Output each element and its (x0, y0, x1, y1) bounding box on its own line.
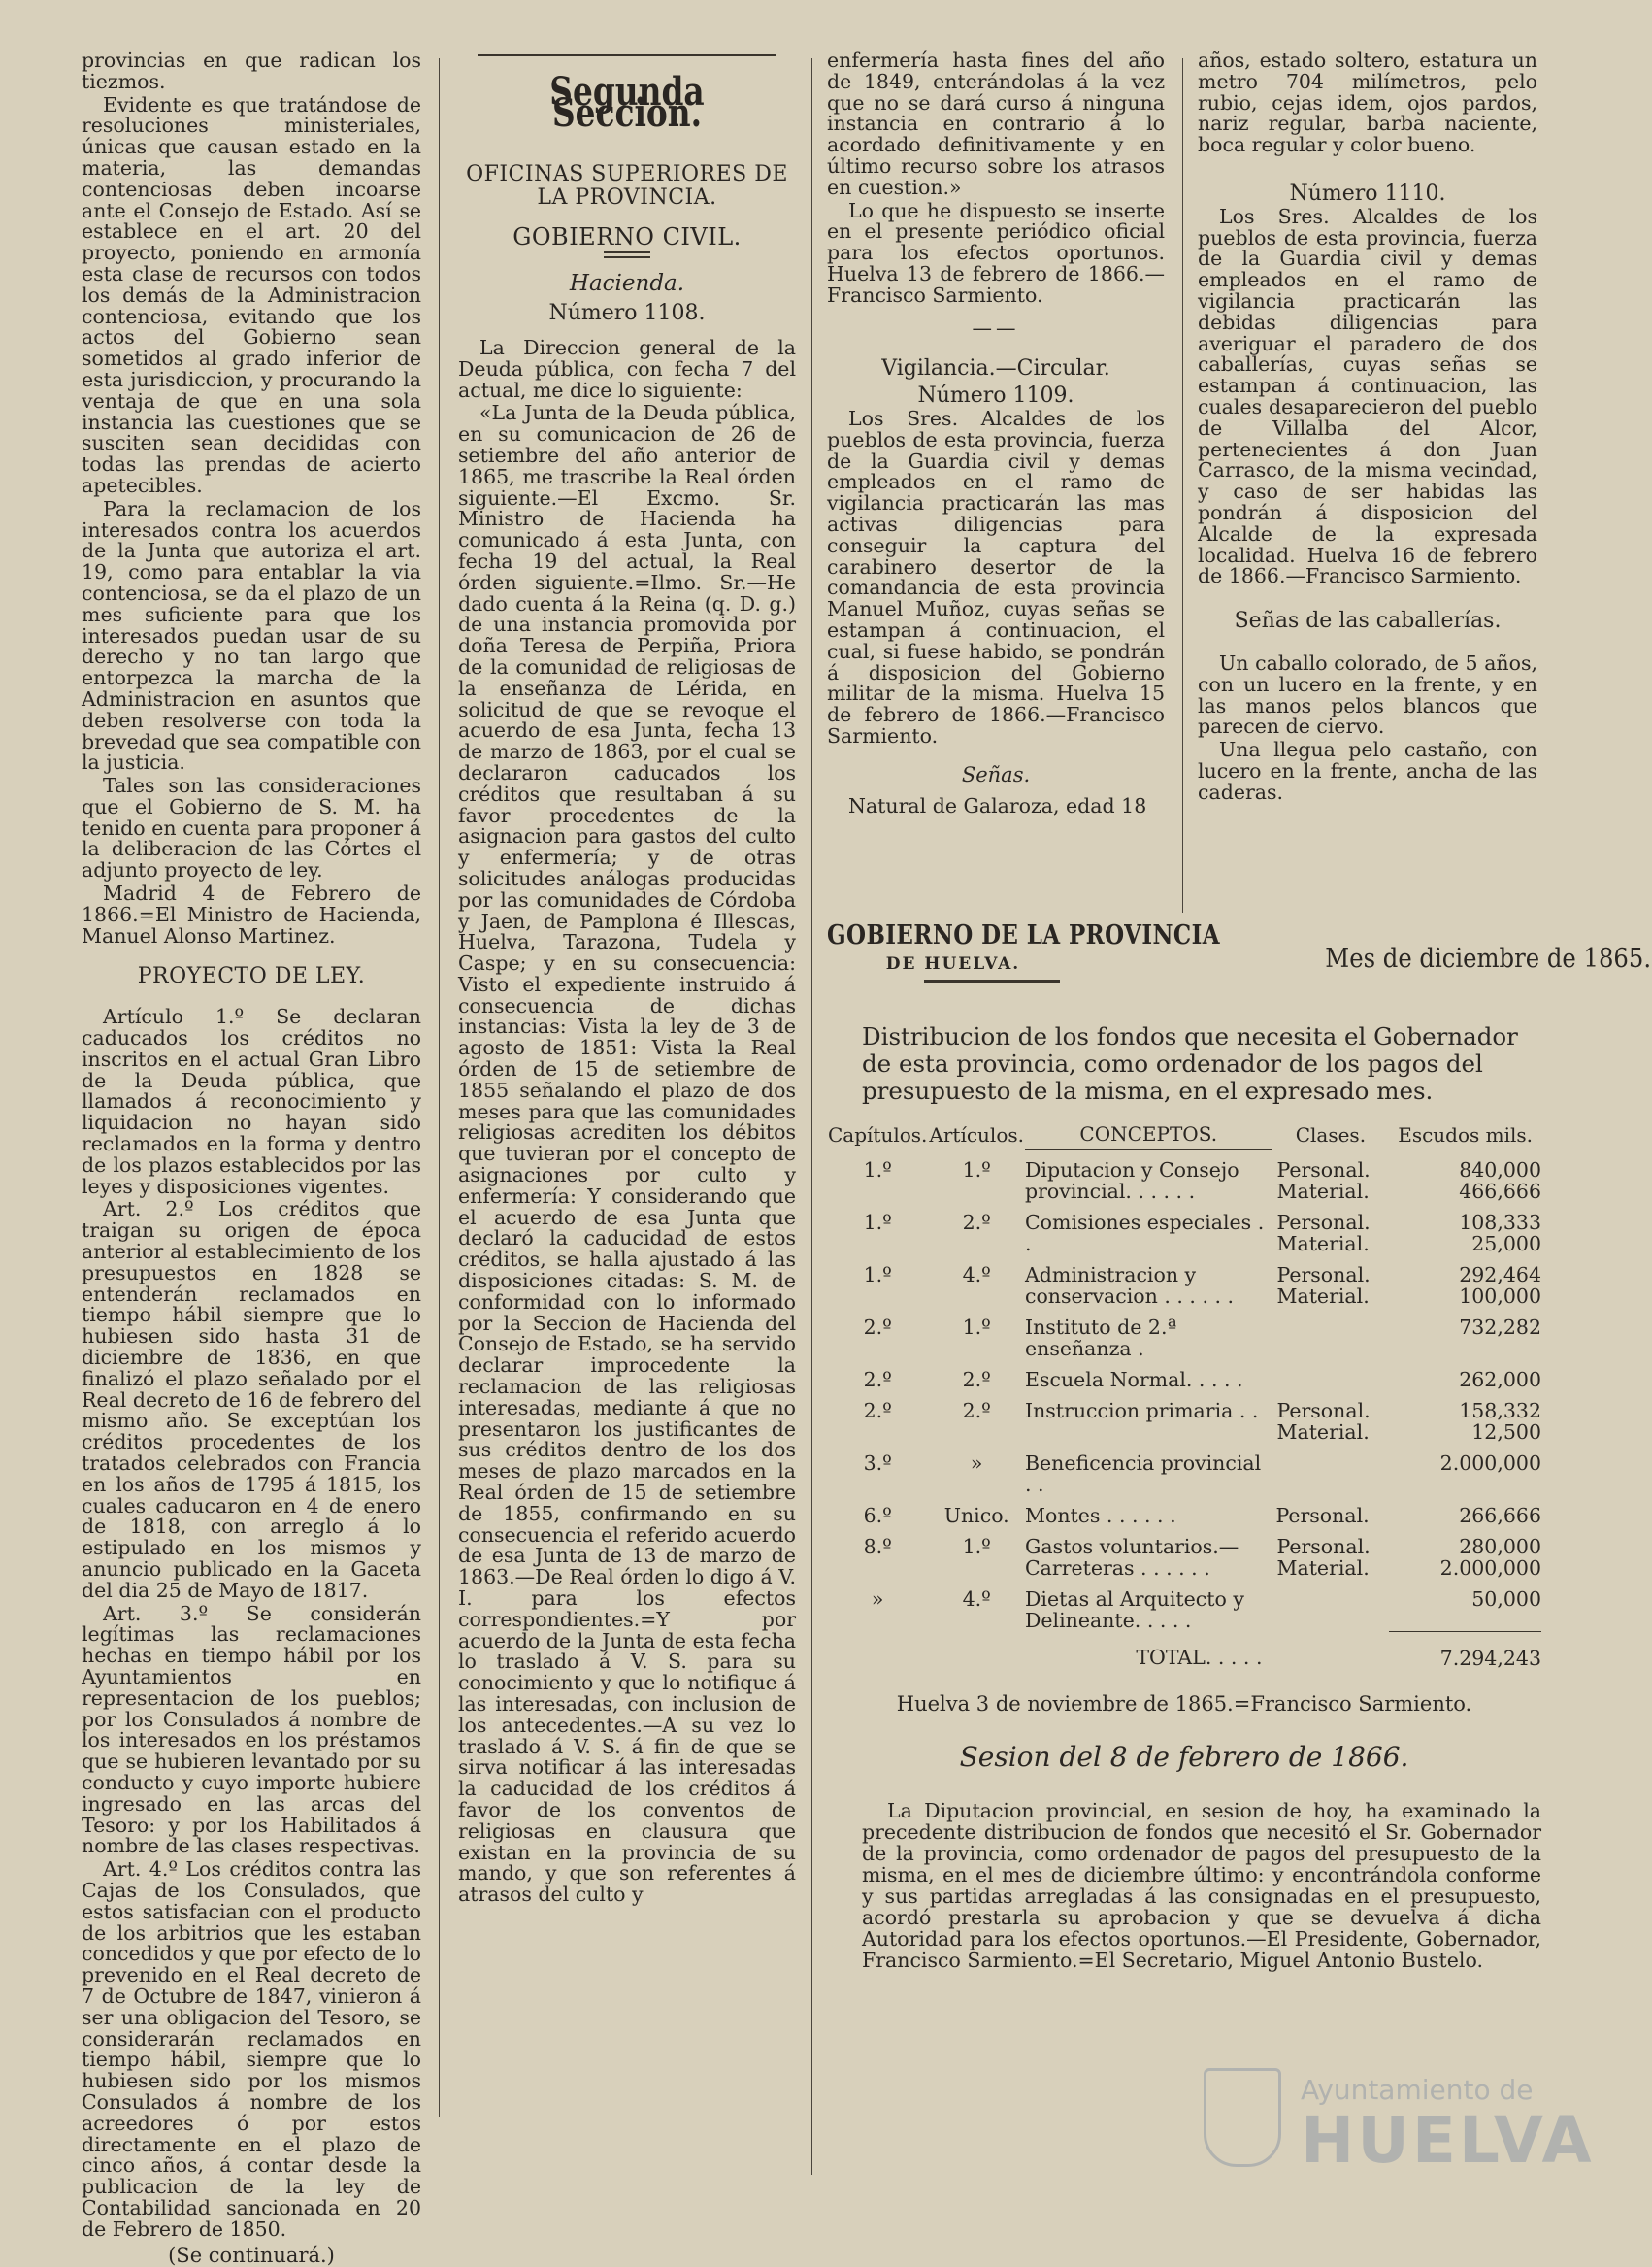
row-concepto: Montes . . . . . . (1024, 1504, 1176, 1527)
column-rule (439, 58, 440, 2117)
row-concepto: Dietas al Arquitecto y Delineante. . . . . (1024, 1587, 1244, 1632)
row-escudos (1389, 1390, 1541, 1443)
escudos-value: 12,500 (1471, 1420, 1541, 1444)
gobierno-civil-heading: GOBIERNO CIVIL. (512, 222, 742, 250)
gobierno-provincia-title: GOBIERNO DE LA PROVINCIA (827, 920, 1221, 950)
col3-para: Lo que he dispuesto se inserte en el presente periódico oficial para los efectos oportunos. Huelva 13 de febrero de 1866.—Francisco Sarmiento. (827, 198, 1165, 307)
row-capitulo: 1.º (863, 1211, 892, 1234)
column-3 (827, 50, 1165, 818)
clase-value: Personal. (1272, 1212, 1389, 1233)
table-footer-signature: Huelva 3 de noviembre de 1865.=Francisco Sarmiento. (896, 1691, 1472, 1716)
row-clases (1272, 1579, 1389, 1631)
article: Artículo 1.º Se declaran caducados los créditos no inscritos en el actual Gran Libro de la Deuda pública, que llamados á reconocimiento y liquidacion no hayan sido reclamados en la forma y dentro de los plazos establecidos por las leyes y disposiciones vigentes. (82, 1005, 421, 1198)
numero-1109: Número 1109. (917, 383, 1074, 409)
col2-para: La Direccion general de la Deuda pública, con fecha 7 del actual, me dice lo siguiente: (458, 335, 796, 402)
clase-value: Personal. (1272, 1264, 1389, 1285)
row-escudos (1389, 1254, 1541, 1307)
article: Art. 4.º Los créditos contra las Cajas de los Consulados, que estos satisfacian con el producto de los arbitrios que les estaban concedidos y que por efecto de lo prevenido en el Real decreto de 7 de Octubre de 1847, vinieron á ser una obligacion del Tesoro, se considerarán reclamados en tiempo hábil, siempre que lo hubiesen sido por los mismos Consulados á nombre de los acreedores ó por estos directamente en el plazo de cinco años, á contar desde la publicacion de la ley de Contabilidad sancionada en 20 de Febrero de 1850. (82, 1857, 421, 2241)
table-row (827, 1359, 1541, 1390)
row-escudos (1389, 1443, 1541, 1495)
separator-dash: —— (972, 316, 1020, 340)
vigilancia-heading: Vigilancia.—Circular. (881, 356, 1110, 382)
header-escudos: Escudos mils. (1398, 1122, 1534, 1147)
escudos-value: 158,332 (1459, 1399, 1541, 1422)
row-capitulo: 2.º (863, 1316, 892, 1339)
numero-1108: Número 1108. (548, 301, 706, 326)
row-clases (1272, 1443, 1389, 1495)
row-clases (1272, 1495, 1389, 1526)
escudos-value: 280,000 (1459, 1535, 1541, 1558)
col4-para: Un caballo colorado, de 5 años, con un lucero en la frente, y en las manos pelos blancos que parecen de ciervo. (1198, 650, 1537, 739)
table-row (827, 1526, 1541, 1579)
row-clases (1272, 1307, 1389, 1359)
distribucion-title: Distribucion de los fondos que necesita el Gobernador de esta provincia, como ordenador de los pagos del presupuesto de la misma, en el expresado mes. (862, 1022, 1518, 1105)
header-clases: Clases. (1295, 1122, 1367, 1147)
header-capitulos: Capítulos. (828, 1122, 928, 1147)
row-capitulo: 3.º (863, 1451, 892, 1475)
watermark-line2: HUELVA (1301, 2103, 1595, 2178)
gobierno-provincia-subtitle: DE HUELVA. (885, 954, 1021, 974)
clase-value: Personal. (1275, 1504, 1370, 1527)
table-row (827, 1390, 1541, 1443)
escudos-value: 262,000 (1459, 1368, 1541, 1391)
article: Art. 2.º Los créditos que traigan su origen de época anterior al establecimiento de los presupuestos en 1828 se entenderán reclamados en tiempo hábil siempre que lo hubiesen sido hasta 31 de diciembre de 1836, en que finalizó el plazo señalado por el Real decreto de 16 de febrero del mismo año. Se exceptúan los créditos procedentes de los tratados celebrados con Francia en los años de 1795 á 1815, los cuales caducaron en 4 de enero de 1818, con arreglo á lo estipulado en los mismos y anuncio publicado en la Gaceta del dia 25 de Mayo de 1817. (82, 1197, 422, 1602)
table-row (827, 1495, 1541, 1526)
table-row (827, 1254, 1541, 1307)
col1-signature: Madrid 4 de Febrero de 1866.=El Ministro de Hacienda, Manuel Alonso Martinez. (82, 882, 421, 948)
row-escudos (1389, 1359, 1541, 1390)
table-row (827, 1150, 1541, 1203)
row-concepto: Escuela Normal. . . . . (1024, 1368, 1243, 1391)
section-title: Segunda Seccion. (549, 69, 705, 136)
row-concepto: Diputacion y Consejo provincial. . . . . . (1024, 1158, 1239, 1203)
numero-1110: Número 1110. (1289, 181, 1446, 206)
clase-value: Material. (1272, 1557, 1389, 1579)
clase-value: Personal. (1272, 1400, 1389, 1421)
row-capitulo: » (871, 1587, 884, 1611)
row-capitulo: 1.º (863, 1157, 892, 1182)
row-articulo: Unico. (943, 1504, 1009, 1527)
header-articulos: Artículos. (929, 1122, 1024, 1147)
escudos-value: 50,000 (1471, 1587, 1541, 1611)
escudos-value: 25,000 (1471, 1232, 1541, 1255)
row-clases (1272, 1359, 1389, 1390)
escudos-value: 292,464 (1459, 1263, 1541, 1286)
col3-para: Los Sres. Alcaldes de los pueblos de esta provincia, fuerza de la Guardia civil y demas empleados en el ramo de vigilancia practicarán las mas activas diligencias para conseguir la captura del carabinero desertor de la comandancia de esta provincia Manuel Muñoz, cuyas señas se estampan á continuacion, el cual, si fuese habido, se pondrán á disposicion del Gobierno militar de la misma. Huelva 15 de febrero de 1866.—Francisco Sarmiento. (827, 406, 1165, 748)
clase-value: Material. (1272, 1421, 1389, 1443)
row-clases (1272, 1254, 1389, 1307)
row-concepto: Administracion y conservacion . . . . . . (1024, 1263, 1235, 1308)
clase-value: Material. (1272, 1181, 1389, 1202)
row-capitulo: 6.º (863, 1504, 892, 1527)
row-concepto: Gastos voluntarios.—Carreteras . . . . . . (1024, 1535, 1239, 1580)
row-clases (1272, 1526, 1389, 1579)
article: Art. 3.º Se considerán legítimas las reclamaciones hechas en tiempo hábil por los Ayuntamientos en representacion de los pueblos; por los Consulados á nombre de los interesados en los préstamos que se hubieren levantado por su conducto y cuyo importe hubiere ingresado en las arcas del Tesoro: y por los Habilitados á nombre de las clases respectivas. (82, 1601, 421, 1858)
oficinas-heading: OFICINAS SUPERIORES DE LA PROVINCIA. (466, 161, 788, 210)
column-rule (811, 58, 812, 2175)
column-2 (458, 50, 796, 1908)
table-row (827, 1443, 1541, 1495)
hacienda-heading: Hacienda. (569, 271, 685, 297)
watermark-logo (1204, 2064, 1595, 2181)
distribucion-section (827, 920, 1652, 1972)
row-escudos (1389, 1526, 1541, 1579)
row-clases (1272, 1150, 1389, 1203)
row-articulo: 2.º (962, 1211, 991, 1234)
row-articulo: 2.º (962, 1399, 991, 1422)
header-conceptos: CONCEPTOS. (1025, 1122, 1272, 1150)
escudos-value: 108,333 (1459, 1211, 1541, 1234)
row-concepto: Beneficencia provincial . . (1024, 1451, 1262, 1496)
column-4 (1198, 50, 1537, 806)
clase-value: Material. (1272, 1233, 1389, 1254)
table-row (827, 1202, 1541, 1254)
fondos-table (827, 1122, 1541, 1669)
col1-para: Tales son las consideraciones que el Gobierno de S. M. ha tenido en cuenta para proponer á la deliberacion de las Córtes el adjunto proyecto de ley. (82, 774, 421, 883)
total-value: 7.294,243 (1389, 1631, 1541, 1669)
col3-natural: Natural de Galaroza, edad 18 (848, 793, 1147, 817)
row-concepto: Comisiones especiales . . (1024, 1211, 1265, 1255)
proyecto-title: PROYECTO DE LEY. (137, 964, 366, 989)
double-rule (604, 251, 650, 258)
clase-value: Personal. (1272, 1159, 1389, 1181)
sesion-heading: Sesion del 8 de febrero de 1866. (959, 1740, 1409, 1773)
row-articulo: 4.º (962, 1263, 991, 1286)
continuara-note: (Se continuará.) (168, 2244, 335, 2267)
col4-para: Los Sres. Alcaldes de los pueblos de esta provincia, fuerza de la Guardia civil y demas empleados en el ramo de vigilancia practicarán las debidas diligencias para averiguar el paradero de dos caballerías, cuyas señas se estampan á continuacion, las cuales desaparecieron del pueblo de Villalba del Alcor, pertenecientes á don Juan Carrasco, de la misma vecindad, y caso de ser habidas las pondrán á disposicion del Alcalde de la expresada localidad. Huelva 16 de febrero de 1866.—Francisco Sarmiento. (1198, 204, 1537, 588)
row-articulo: 1.º (962, 1157, 991, 1182)
col1-para: provincias en que radican los tiezmos. (82, 49, 421, 93)
table-body (827, 1150, 1541, 1632)
row-concepto: Instituto de 2.ª enseñanza . (1024, 1316, 1177, 1360)
table-row (827, 1307, 1541, 1359)
clase-value: Personal. (1272, 1536, 1389, 1557)
row-capitulo: 2.º (863, 1399, 892, 1422)
escudos-value: 466,666 (1459, 1179, 1541, 1203)
escudos-value: 732,282 (1459, 1316, 1541, 1339)
row-articulo: 1.º (962, 1535, 991, 1558)
row-capitulo: 2.º (863, 1368, 892, 1391)
row-escudos (1389, 1495, 1541, 1526)
col3-para: enfermería hasta fines del año de 1849, enterándolas á la vez que no se dará curso á ninguna instancia en contrario á lo acordado definitivamente y en último recurso sobre los atrasos en cuestion.» (827, 49, 1165, 199)
clase-value: Material. (1272, 1285, 1389, 1307)
total-label: TOTAL. . . . . (1136, 1646, 1263, 1669)
escudos-value: 2.000,000 (1439, 1451, 1541, 1475)
top-rule (478, 54, 776, 56)
column-1 (82, 50, 421, 2267)
row-escudos (1389, 1307, 1541, 1359)
escudos-value: 266,666 (1459, 1504, 1541, 1527)
escudos-value: 2.000,000 (1439, 1556, 1541, 1580)
row-concepto: Instruccion primaria . . (1024, 1399, 1259, 1422)
column-rule (1182, 58, 1183, 913)
row-clases (1272, 1202, 1389, 1254)
escudos-value: 840,000 (1459, 1157, 1541, 1182)
col1-para: Para la reclamacion de los interesados contra los acuerdos de la Junta que autoriza el art. 19, como para entablar la via contenciosa, se da el plazo de un mes suficiente para que los interesados puedan usar de su derecho y no tan largo que entorpezca la marcha de la Administracion en asuntos que deben resolverse con toda la brevedad que sea compatible con la justicia. (82, 496, 421, 775)
row-escudos (1389, 1202, 1541, 1254)
row-articulo: 1.º (962, 1316, 991, 1339)
col2-para: «La Junta de la Deuda pública, en su comunicacion de 26 de setiembre del año anterior de 1865, me trascribe la Real órden siguiente.—El Excmo. Sr. Ministro de Hacienda ha comunicado á esta Junta, con fecha 19 del actual, la Real órden siguiente.=Ilmo. Sr.—He dado cuenta á la Reina (q. D. g.) de una instancia promovida por doña Teresa de Perpiña, Priora de la comunidad de religiosas de la enseñanza de Lérida, en solicitud de que se revoque el acuerdo de esa Junta, fecha 13 de marzo de 1863, por el cual se declararon caducados los créditos que resultaban á su favor procedentes de la asignacion para gastos del culto y enfermería; y de otras solicitudes análogas producidas por las comunidades de Córdoba y Jaen, de Pamplona é Illescas, Huelva, Tarazona, Tudela y Caspe; y en su consecuencia: Visto el expediente instruido á consecuencia de dichas instancias: Vista la ley de 3 de agosto de 1851: Vista la Real órden de 15 de setiembre de 1855 señalando el plazo de dos meses para que las comunidades religiosas acrediten los débitos que tuvieran por el concepto de asignaciones por culto y enfermería: Y considerando que el acuerdo de esa Junta que declaró la caducidad de estos créditos, se halla ajustado á las disposiciones citadas: S. M. de conformidad con lo informado por la Seccion de Hacienda del Consejo de Estado, se ha servido declarar improcedente la reclamacion de las religiosas interesadas, mediante á que no presentaron los justificantes de sus créditos dentro de los dos meses de plazo marcados en la Real órden de 15 de setiembre de 1855, confirmando en su consecuencia el referido acuerdo de esa Junta de 13 de marzo de 1863.—De Real órden lo digo á V. I. para los efectos correspondientes.=Y por acuerdo de la Junta de esta fecha lo traslado á V. S. para su conocimiento y que lo notifique á las interesadas, con inclusion de los antecedentes.—A su vez lo traslado á V. S. á fin de que se sirva notificar á las interesadas la caducidad de los créditos á favor de los conventos de religiosas en clausura que existan en la provincia de su mando, y que son referentes á atrasos del culto y (458, 401, 796, 1907)
watermark-line1: Ayuntamiento de (1301, 2074, 1534, 2106)
row-clases (1272, 1390, 1389, 1443)
escudos-value: 100,000 (1459, 1284, 1541, 1308)
senas-heading: Señas. (961, 762, 1031, 786)
row-articulo: 2.º (962, 1368, 991, 1391)
col1-para: Evidente es que tratándose de resoluciones ministeriales, únicas que causan estado en la materia, las demandas contenciosas deben incoarse ante el Consejo de Estado. Así se establece en el art. 20 del proyecto, poniendo en armonía esta clase de recursos con todos los demás de la Administracion contenciosa, evitando que los actos del Gobierno sean sometidos al grado inferior de esta jurisdiccion, y procurando la ventaja de que en una sola instancia las cuestiones que se susciten sean decididas con todas las prendas de acierto apetecibles. (82, 92, 421, 497)
row-capitulo: 1.º (863, 1263, 892, 1286)
col4-para: años, estado soltero, estatura un metro 704 milímetros, pelo rubio, cejas idem, ojos pardos, nariz regular, barba naciente, boca regular y color bueno. (1198, 49, 1537, 157)
col4-para: Una llegua pelo castaño, con lucero en la frente, ancha de las caderas. (1198, 738, 1537, 804)
row-capitulo: 8.º (863, 1535, 892, 1558)
row-articulo: 4.º (962, 1587, 991, 1611)
row-escudos (1389, 1579, 1541, 1631)
senas-caballerias-heading: Señas de las caballerías. (1234, 609, 1502, 634)
mes-heading: Mes de diciembre de 1865. (1325, 944, 1652, 974)
row-escudos (1389, 1150, 1541, 1203)
row-articulo: » (970, 1451, 983, 1475)
table-row (827, 1579, 1541, 1631)
shield-icon (1204, 2068, 1281, 2167)
ornament-rule (924, 980, 1060, 983)
sesion-paragraph: La Diputacion provincial, en sesion de hoy, ha examinado la precedente distribucion de fondos que necesitó el Sr. Gobernador de la provincia, como ordenador de pagos del presupuesto de la misma, en el mes de diciembre último: y encontrándola conforme y sus partidas arregladas á las consignadas en el presupuesto, acordó prestarla su aprobacion y que se devuelva á dicha Autoridad para los efectos oportunos.—El Presidente, Gobernador, Francisco Sarmiento.=El Secretario, Miguel Antonio Bustelo. (862, 1798, 1541, 1972)
